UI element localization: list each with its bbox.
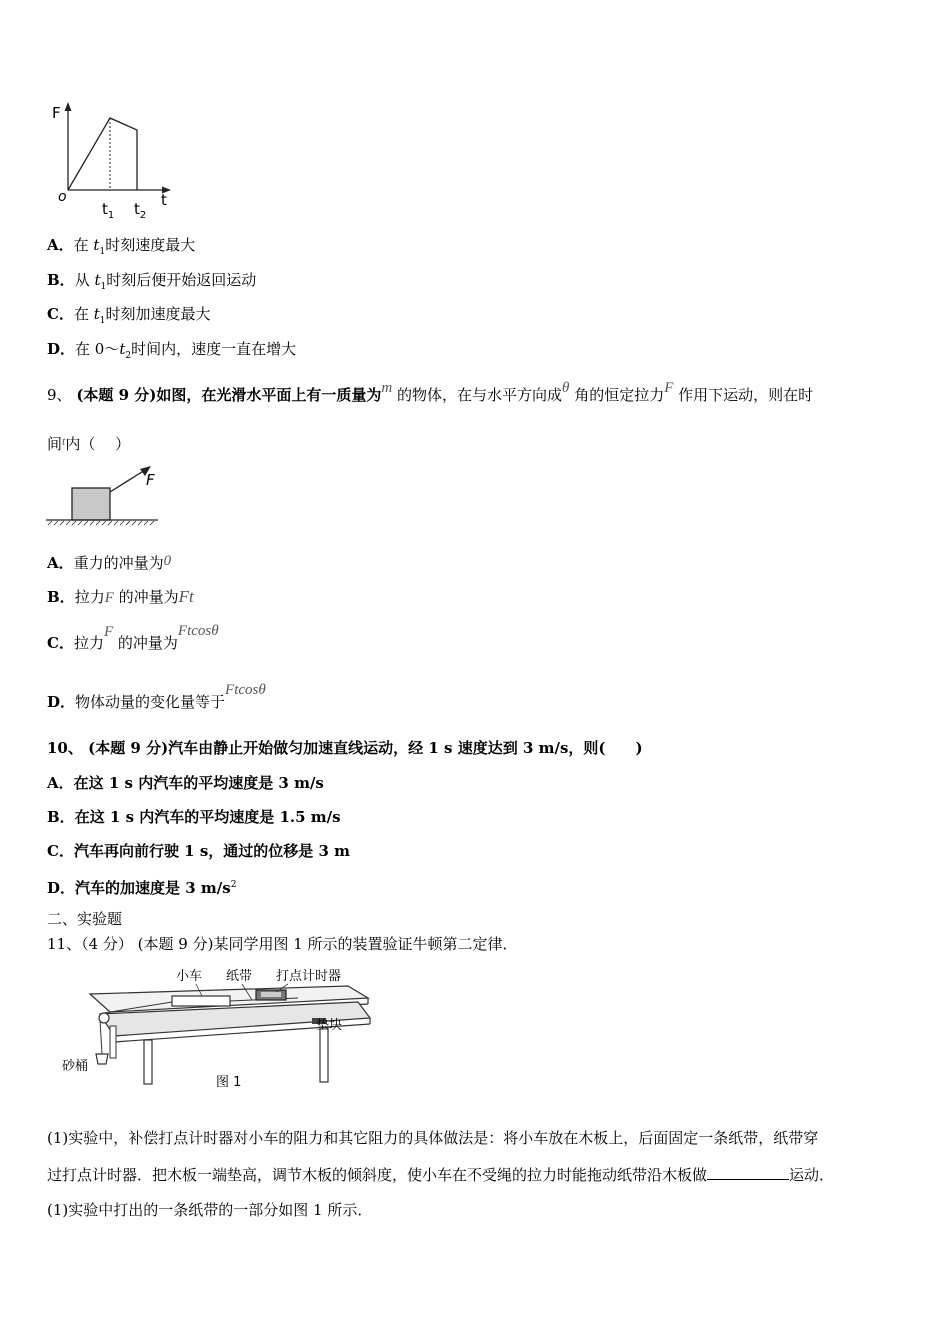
origin-label: o bbox=[58, 189, 67, 205]
experiment-apparatus-figure bbox=[58, 966, 378, 1094]
answer-blank[interactable] bbox=[707, 1165, 789, 1180]
q9-stem-line2: 间$^t$内（ ） bbox=[47, 434, 131, 453]
figure-caption: 图 1 bbox=[216, 1075, 242, 1090]
force-arrow-shaft bbox=[110, 470, 145, 492]
label-timer: 打点计时器 bbox=[276, 969, 342, 984]
q11-paragraph1-line1: (1)实验中，补偿打点计时器对小车的阻力和其它阻力的具体做法是：将小车放在木板上，后面固定一条纸带，纸带穿 bbox=[47, 1129, 819, 1147]
cart bbox=[172, 996, 230, 1006]
q9-stem-line1: 9、 (本题 9 分)如图，在光滑水平面上有一质量为m 的物体，在与水平方向成θ 角的恒定拉力F 作用下运动，则在时 bbox=[47, 380, 814, 404]
q10-option-c: C．汽车再向前行驶 1 s，通过的位移是 3 m bbox=[47, 842, 351, 860]
y-axis-label: F bbox=[52, 104, 61, 122]
q10-option-b: B．在这 1 s 内汽车的平均速度是 1.5 m/s bbox=[47, 808, 341, 826]
q9-option-d: D．物体动量的变化量等于Ftcosθ bbox=[47, 682, 266, 711]
q9-option-c: C．拉力F 的冲量为Ftcosθ bbox=[47, 623, 219, 652]
q8-option-c: C．在 $t_1$时刻加速度最大 bbox=[47, 305, 211, 326]
q8-option-a: A．在 $t_1$时刻速度最大 bbox=[47, 236, 196, 257]
x-axis-label: t bbox=[161, 191, 167, 209]
force-time-graph bbox=[40, 98, 190, 223]
sand-bucket bbox=[96, 1054, 108, 1064]
q10-option-d: D．汽车的加速度是 3 $m/s^2$ bbox=[47, 879, 237, 897]
q9-option-b: B．拉力F 的冲量为Ft bbox=[47, 587, 194, 606]
label-tape: 纸带 bbox=[226, 969, 253, 984]
q10-option-a: A．在这 1 s 内汽车的平均速度是 3 m/s bbox=[47, 774, 324, 792]
label-cart: 小车 bbox=[176, 969, 203, 984]
table-leg bbox=[144, 1040, 152, 1084]
q8-option-d: D．在 $0\sim t_2$时间内，速度一直在增大 bbox=[47, 340, 297, 361]
section-title: 二、实验题 bbox=[47, 910, 123, 928]
force-curve bbox=[68, 118, 137, 190]
label-pad: 垫块 bbox=[316, 1018, 343, 1033]
label-bucket: 砂桶 bbox=[62, 1059, 89, 1074]
q9-option-a: A．重力的冲量为0 bbox=[47, 553, 172, 572]
block bbox=[72, 488, 110, 520]
force-label: F bbox=[146, 471, 155, 489]
y-axis-arrow bbox=[65, 102, 72, 111]
block-force-figure bbox=[44, 462, 169, 530]
q11-stem: 11、（4 分） (本题 9 分)某同学用图 1 所示的装置验证牛顿第二定律． bbox=[47, 935, 518, 953]
t2-label: $t_2$ bbox=[134, 200, 147, 221]
ground-hatching bbox=[48, 521, 154, 525]
table-leg bbox=[320, 1028, 328, 1082]
t1-label: $t_1$ bbox=[102, 200, 115, 221]
table-leg bbox=[110, 1026, 116, 1058]
q11-paragraph2: (1)实验中打出的一条纸带的一部分如图 1 所示． bbox=[47, 1201, 373, 1219]
q10-stem: 10、 (本题 9 分)汽车由静止开始做匀加速直线运动，经 1 s 速度达到 3 m/s，则( ) bbox=[47, 739, 643, 757]
q11-paragraph1-line2: 过打点计时器．把木板一端垫高，调节木板的倾斜度，使小车在不受绳的拉力时能拖动纸带沿木板做 运动． bbox=[47, 1166, 835, 1184]
q8-option-b: B．从 $t_1$时刻后便开始返回运动 bbox=[47, 271, 257, 292]
